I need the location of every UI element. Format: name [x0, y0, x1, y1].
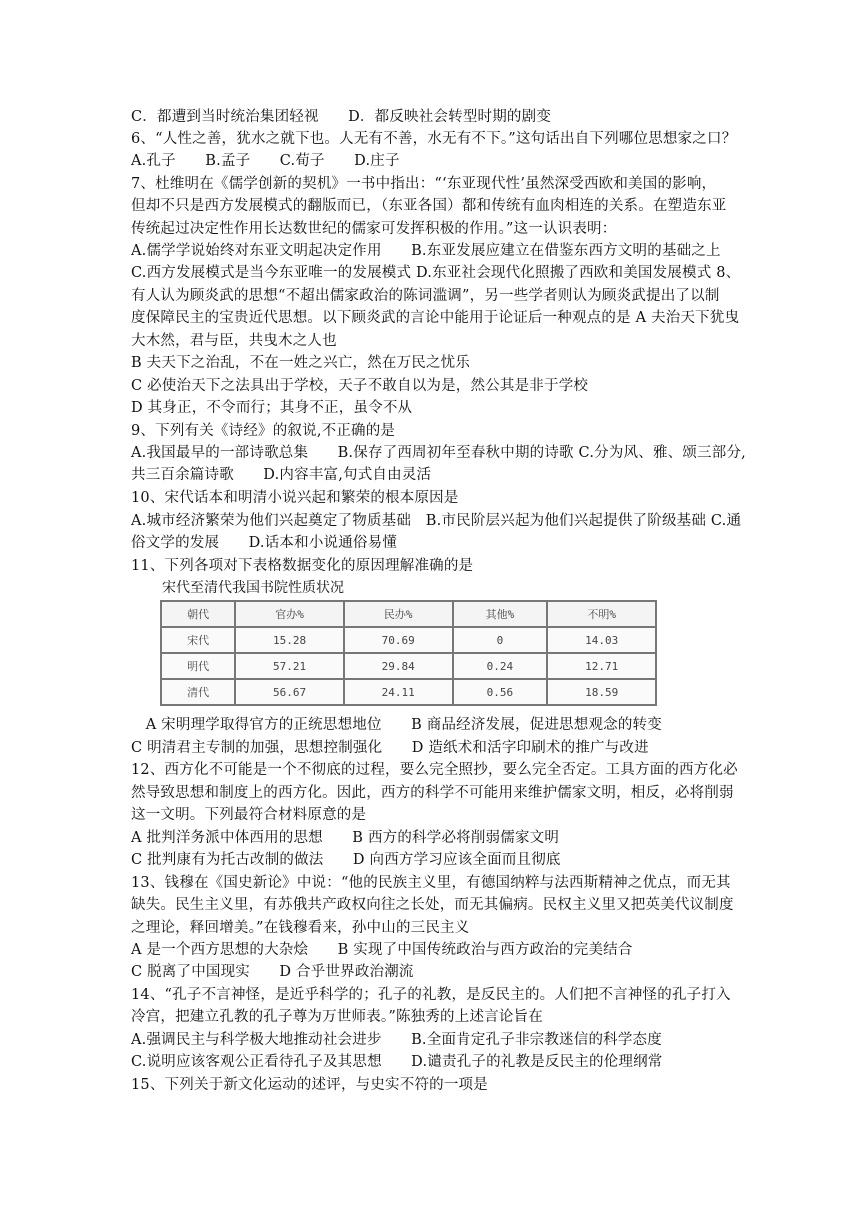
text-line: A 宋明理学取得官方的正统思想地位 B 商品经济发展，促进思想观念的转变	[131, 717, 662, 733]
table-header-cell: 朝代	[161, 601, 235, 627]
text-line: 之理论，释回增美。”在钱穆看来，孙中山的三民主义	[131, 920, 470, 936]
text-line: A.我国最早的一部诗歌总集 B.保存了西周初年至春秋中期的诗歌 C.分为风、雅、颂三部分,	[131, 445, 746, 461]
text-line: 冷宫，把建立孔教的孔子尊为万世师表。”陈独秀的上述言论旨在	[131, 1009, 543, 1025]
table-header-cell: 官办%	[235, 601, 344, 627]
text-line: C 必使治天下之法具出于学校，天子不敢自以为是，然公其是非于学校	[131, 378, 589, 394]
text-line: 俗文学的发展 D.话本和小说通俗易懂	[131, 535, 398, 551]
table-cell: 57.21	[235, 653, 344, 679]
table-header-row	[161, 601, 656, 627]
table-cell: 0.56	[453, 679, 548, 705]
text-line: C.说明应该客观公正看待孔子及其思想 D.谴责孔子的礼教是反民主的伦理纲常	[131, 1054, 663, 1070]
table-cell: 0.24	[453, 653, 548, 679]
text-line: C 脱离了中国现实 D 合乎世界政治潮流	[131, 964, 414, 980]
text-line: 然导致思想和制度上的西方化。因此，西方的科学不可能用来维护儒家文明，相反，必将削弱	[131, 785, 734, 801]
table-cell: 29.84	[344, 653, 453, 679]
table-cell: 24.11	[344, 679, 453, 705]
text-line: A.孔子 B.孟子 C.荀子 D.庄子	[131, 153, 400, 169]
table-header-cell: 民办%	[344, 601, 453, 627]
text-line: 这一文明。下列最符合材料原意的是	[131, 807, 367, 823]
text-line: A.强调民主与科学极大地推动社会进步 B.全面肯定孔子非宗教迷信的科学态度	[131, 1032, 662, 1048]
table-header-cell: 其他%	[453, 601, 548, 627]
text-line: 14、“孔子不言神怪，是近乎科学的；孔子的礼教，是反民主的。人们把不言神怪的孔子打入	[131, 987, 731, 1003]
text-line: 15、下列关于新文化运动的述评，与史实不符的一项是	[131, 1077, 488, 1093]
academy-nature-table	[160, 600, 657, 706]
table-cell: 明代	[161, 653, 235, 679]
text-line: 传统起过决定性作用长达数世纪的儒家可发挥积极的作用。”这一认识表明：	[131, 221, 617, 237]
table-cell: 0	[453, 627, 548, 653]
text-line: C 明清君主专制的加强，思想控制强化 D 造纸术和活字印刷术的推广与改进	[131, 740, 649, 756]
table-cell: 清代	[161, 679, 235, 705]
text-line: C．都遭到当时统治集团轻视 D．都反映社会转型时期的剧变	[131, 109, 552, 125]
text-line: 11、下列各项对下表格数据变化的原因理解准确的是	[131, 558, 474, 574]
text-line: 但却不只是西方发展模式的翻版而已，（东亚各国）都和传统有血肉相连的关系。在塑造东亚	[131, 198, 727, 214]
table-cell: 15.28	[235, 627, 344, 653]
text-line: A.儒学学说始终对东亚文明起决定作用 B.东亚发展应建立在借鉴东西方文明的基础之上	[131, 243, 721, 259]
table-caption: 宋代至清代我国书院性质状况	[162, 580, 344, 596]
table-cell: 12.71	[547, 653, 656, 679]
text-line: 共三百余篇诗歌 D.内容丰富,句式自由灵活	[131, 467, 432, 483]
text-line: 7、杜维明在《儒学创新的契机》一书中指出：“‘东亚现代性’虽然深受西欧和美国的影响，	[131, 176, 717, 192]
text-line: A 批判洋务派中体西用的思想 B 西方的科学必将削弱儒家文明	[131, 830, 560, 846]
text-line: C 批判康有为托古改制的做法 D 向西方学习应该全面而且彻底	[131, 852, 561, 868]
table-row	[161, 679, 656, 705]
text-line: 大木然，君与臣，共曳木之人也	[131, 333, 337, 349]
table-cell: 18.59	[547, 679, 656, 705]
text-line: 度保障民主的宝贵近代思想。以下顾炎武的言论中能用于论证后一种观点的是 A 夫治天下犹曳	[131, 310, 740, 326]
text-line: 12、西方化不可能是一个不彻底的过程，要么完全照抄，要么完全否定。工具方面的西方化必	[131, 762, 738, 778]
text-line: 有人认为顾炎武的思想“不超出儒家政治的陈词滥调”，另一些学者则认为顾炎武提出了以制	[131, 288, 720, 304]
text-line: C.西方发展模式是当今东亚唯一的发展模式 D.东亚社会现代化照搬了西欧和美国发展模式 8、	[131, 265, 741, 281]
table-row	[161, 627, 656, 653]
text-line: 10、宋代话本和明清小说兴起和繁荣的根本原因是	[131, 490, 459, 506]
table-row	[161, 653, 656, 679]
text-line: 13、钱穆在《国史新论》中说：“他的民族主义里，有德国纳粹与法西斯精神之优点，而无其	[131, 875, 731, 891]
text-line: D 其身正，不令而行；其身不正，虽令不从	[131, 400, 413, 416]
text-line: 缺失。民生主义里，有苏俄共产政权向往之长处，而无其偏病。民权主义里又把英美代议制度	[131, 897, 734, 913]
text-line: 9、下列有关《诗经》的叙说,不正确的是	[131, 423, 396, 439]
table-cell: 宋代	[161, 627, 235, 653]
table-header-cell: 不明%	[547, 601, 656, 627]
text-line: B 夫天下之治乱，不在一姓之兴亡，然在万民之忧乐	[131, 355, 471, 371]
table-cell: 14.03	[547, 627, 656, 653]
table-cell: 56.67	[235, 679, 344, 705]
text-line: A.城市经济繁荣为他们兴起奠定了物质基础 B.市民阶层兴起为他们兴起提供了阶级基础 C.通	[131, 513, 742, 529]
text-line: 6、“人性之善，犹水之就下也。人无有不善，水无有不下。”这句话出自下列哪位思想家之口？	[131, 131, 737, 147]
text-line: A 是一个西方思想的大杂烩 B 实现了中国传统政治与西方政治的完美结合	[131, 942, 633, 958]
table-cell: 70.69	[344, 627, 453, 653]
